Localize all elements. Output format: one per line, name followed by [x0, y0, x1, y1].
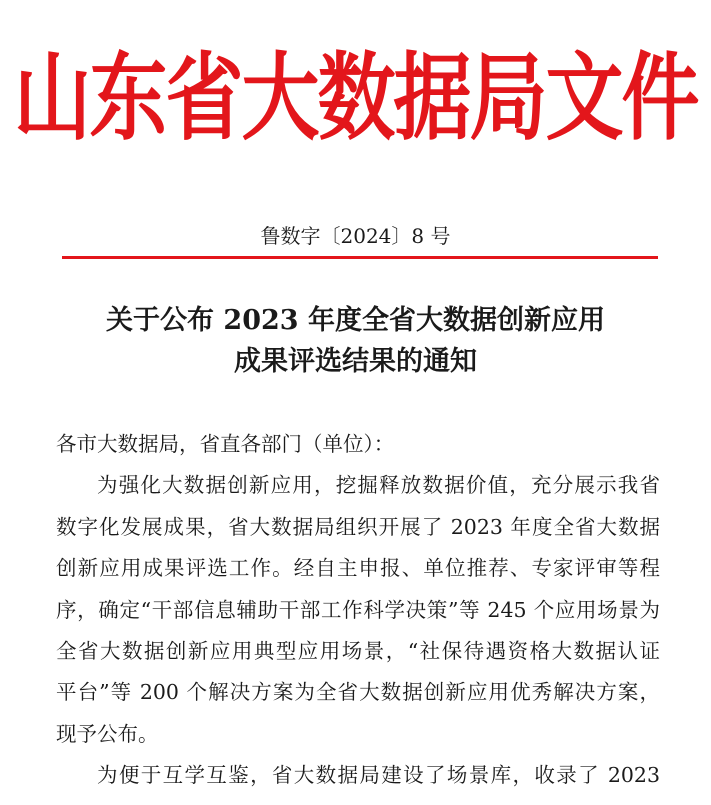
document-masthead: 山东省大数据局文件	[13, 44, 698, 154]
paragraph-1-line: 全省大数据创新应用典型应用场景，“社保待遇资格大数据认证	[56, 639, 660, 664]
paragraph-1-line: 数字化发展成果，省大数据局组织开展了 2023 年度全省大数据	[56, 514, 660, 539]
paragraph-1-line: 平台”等 200 个解决方案为全省大数据创新应用优秀解决方案，	[56, 680, 660, 705]
document-number: 鲁数字〔2024〕8 号	[260, 224, 451, 248]
notice-title-line-1: 关于公布 2023 年度全省大数据创新应用	[106, 305, 605, 336]
notice-body	[56, 424, 660, 797]
paragraph-1-line: 创新应用成果评选工作。经自主申报、单位推荐、专家评审等程	[56, 556, 660, 581]
paragraph-1-line: 为强化大数据创新应用，挖掘释放数据价值，充分展示我省	[97, 473, 660, 498]
notice-title-line-2: 成果评选结果的通知	[234, 346, 477, 377]
paragraph-1-line: 序，确定“干部信息辅助干部工作科学决策”等 245 个应用场景为	[56, 597, 660, 622]
notice-title	[0, 300, 711, 382]
paragraph-1-line: 现予公布。	[56, 721, 159, 746]
salutation: 各市大数据局，省直各部门（单位）：	[56, 432, 395, 456]
paragraph-2-line: 为便于互学互鉴，省大数据局建设了场景库，收录了 2023	[97, 763, 660, 788]
red-divider-line	[62, 256, 658, 259]
